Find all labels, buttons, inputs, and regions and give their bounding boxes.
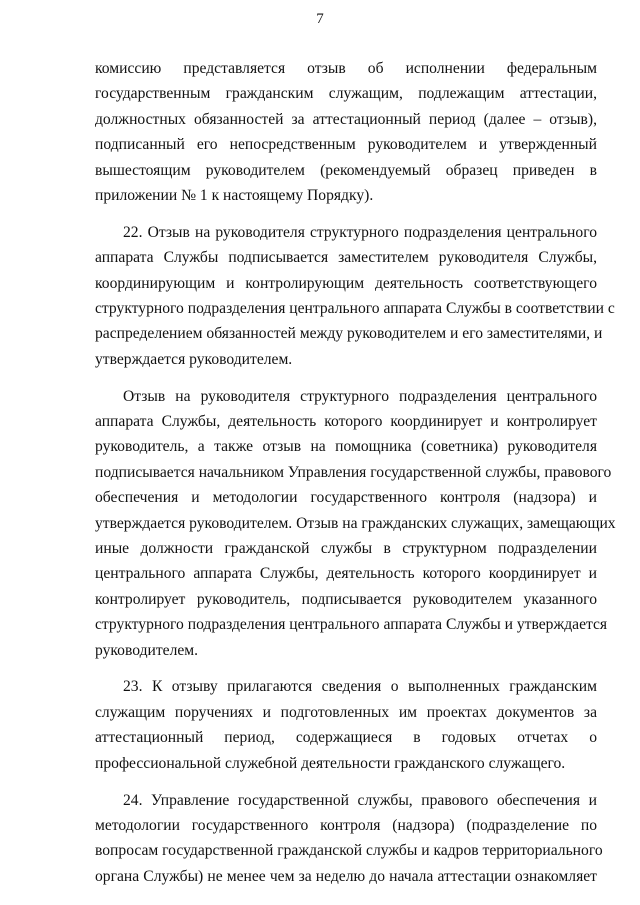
text-line: аппарата Службы подписывается заместителем руководителя Службы,: [95, 249, 597, 267]
text-line: методологии государственного контроля (надзора) (подразделение по: [95, 816, 597, 834]
paragraph-22-continued: [95, 384, 616, 663]
text-line: подписывается начальником Управления государственной службы, правового: [95, 463, 612, 481]
text-line: государственным гражданским служащим, подлежащим аттестации,: [95, 85, 597, 103]
text-line: служащим поручениях и подготовленных им проектах документов за: [95, 703, 597, 721]
text-line: центрального аппарата Службы, деятельность которого координирует и: [95, 565, 597, 583]
text-line: иные должности гражданской службы в структурном подразделении: [95, 540, 597, 558]
document-body: [95, 56, 616, 901]
text-line: аттестационный период, содержащиеся в годовых отчетах о: [95, 729, 597, 747]
text-line: структурного подразделения центрального аппарата Службы и утверждается: [95, 616, 608, 634]
text-line: руководитель, а также отзыв на помощника (советника) руководителя: [95, 438, 597, 456]
text-line: должностных обязанностей за аттестационный период (далее – отзыв),: [95, 110, 597, 128]
paragraph-24: [95, 788, 603, 890]
text-line: распределением обязанностей между руководителем и его заместителями, и: [95, 325, 603, 343]
text-line: аппарата Службы, деятельность которого координирует и контролирует: [95, 413, 597, 431]
text-line: комиссию представляется отзыв об исполнении федеральным: [95, 60, 597, 77]
page-number: 7: [316, 11, 324, 27]
text-line: координирующим и контролирующим деятельность соответствующего: [95, 274, 597, 292]
text-line: 23. К отзыву прилагаются сведения о выполненных гражданским: [123, 678, 597, 696]
paragraph-continuation: [95, 56, 597, 208]
text-line: 24. Управление государственной службы, правового обеспечения и: [123, 791, 597, 809]
text-line: вопросам государственной гражданской службы и кадров территориального: [95, 842, 603, 860]
text-line: утверждается руководителем.: [95, 350, 293, 368]
text-line: профессиональной служебной деятельности гражданского служащего.: [95, 754, 566, 772]
text-line: подписанный его непосредственным руководителем и утвержденный: [95, 136, 597, 154]
text-line: контролирует руководитель, подписывается руководителем указанного: [95, 590, 597, 608]
paragraph-22: [95, 220, 615, 372]
text-line: 22. Отзыв на руководителя структурного подразделения центрального: [123, 223, 597, 241]
text-line: утверждается руководителем. Отзыв на гражданских служащих, замещающих: [95, 514, 616, 532]
text-line: Отзыв на руководителя структурного подразделения центрального: [123, 387, 597, 405]
text-line: приложении № 1 к настоящему Порядку).: [95, 186, 374, 204]
paragraph-23: [95, 674, 597, 776]
text-line: органа Службы) не менее чем за неделю до начала аттестации ознакомляет: [95, 867, 597, 885]
text-line: вышестоящим руководителем (рекомендуемый образец приведен в: [95, 161, 597, 179]
text-line: руководителем.: [95, 641, 199, 659]
text-line: структурного подразделения центрального аппарата Службы в соответствии с: [95, 300, 615, 318]
text-line: обеспечения и методологии государственного контроля (надзора) и: [95, 489, 597, 507]
